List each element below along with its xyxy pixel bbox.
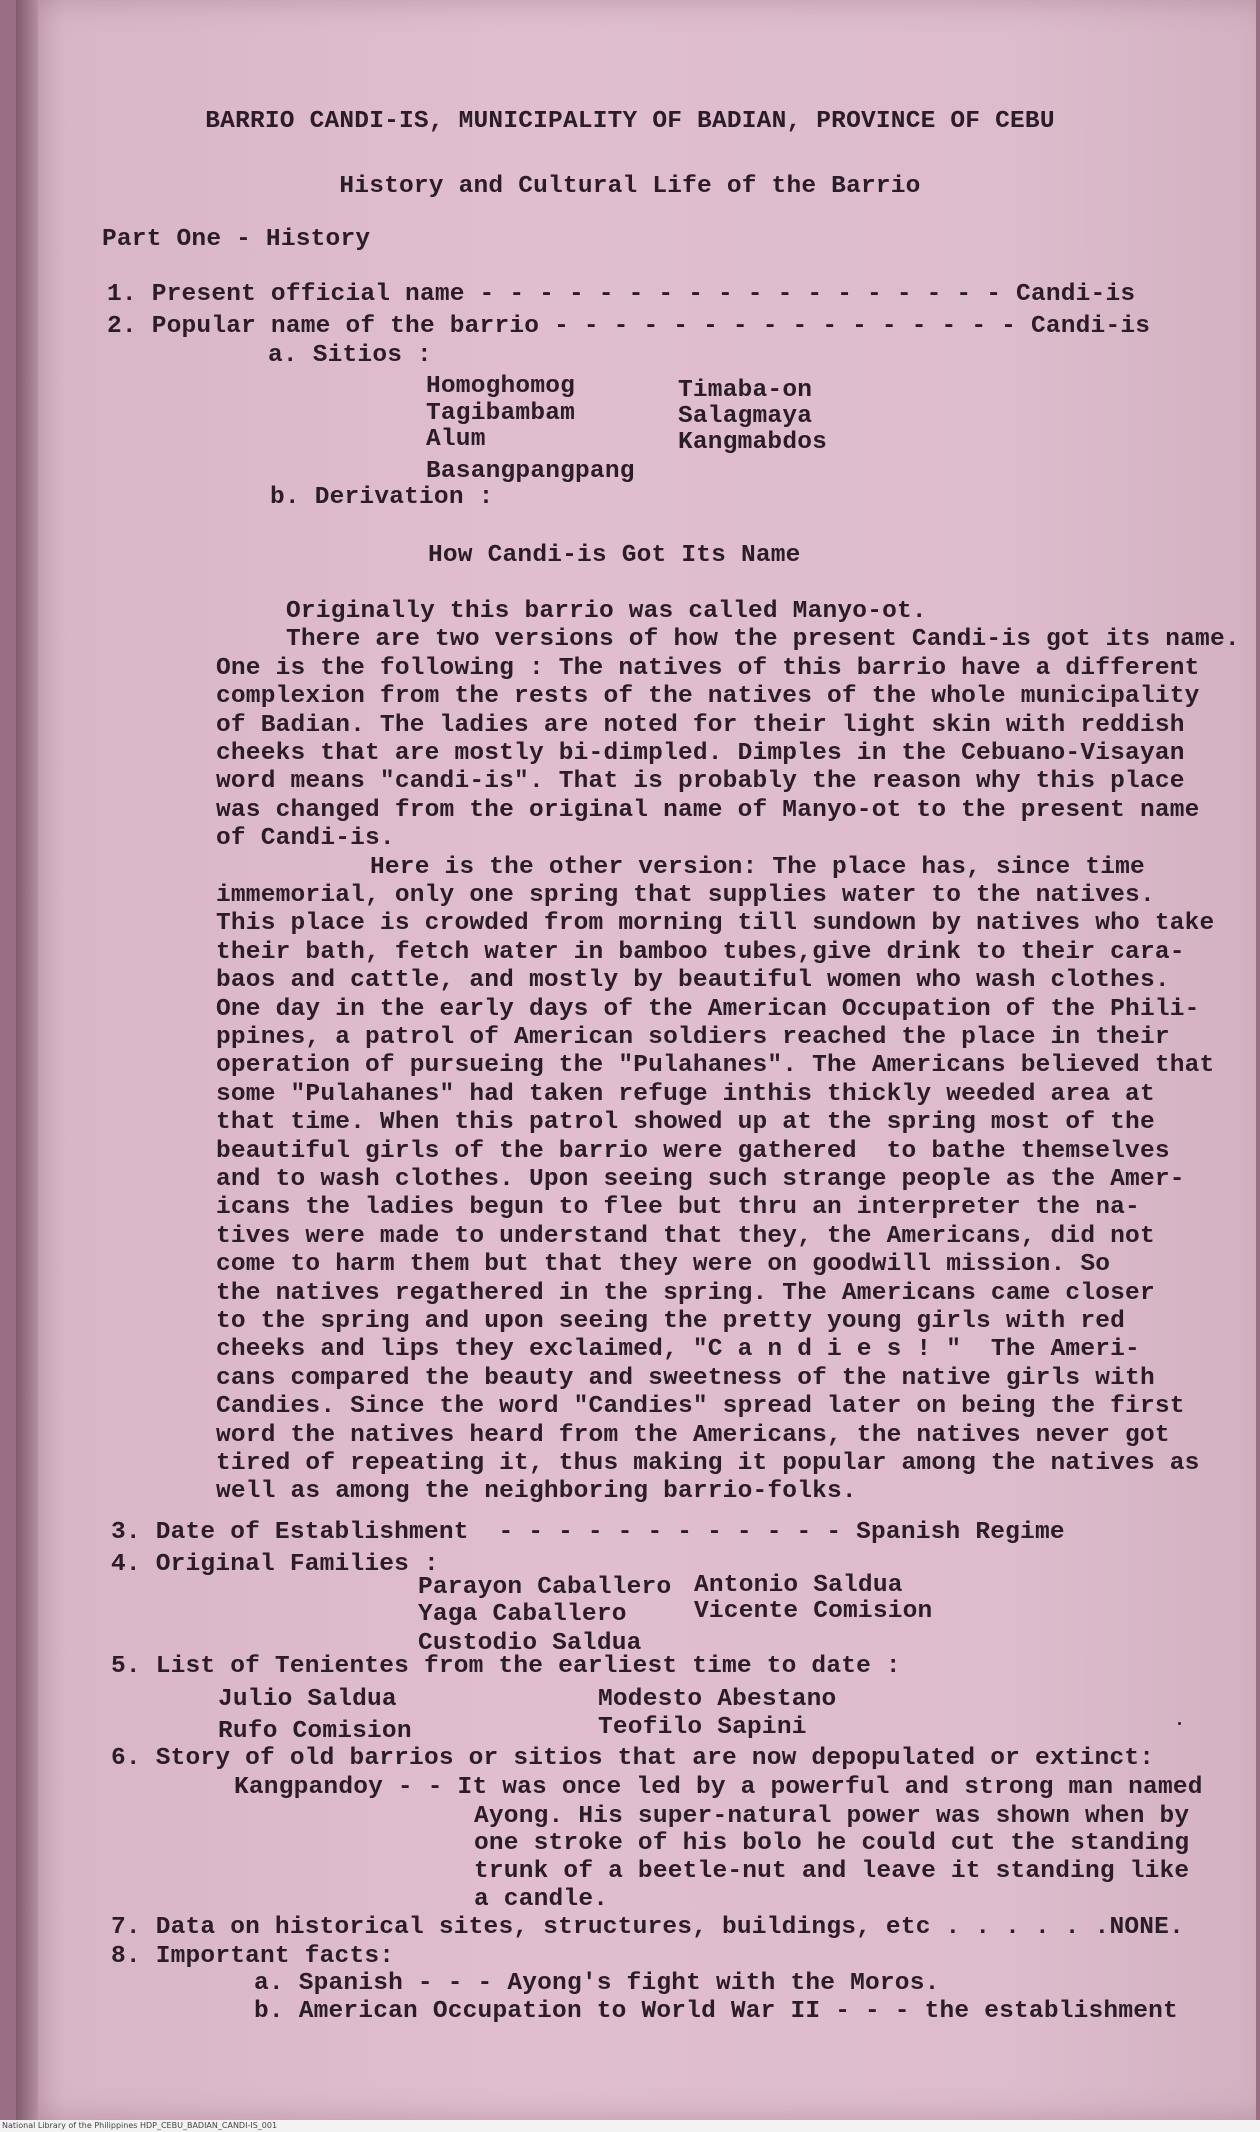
important-facts-label: 8. Important facts: xyxy=(111,1943,395,1970)
story-line: beautiful girls of the barrio were gathered to bathe themselves xyxy=(216,1137,1170,1165)
old-barrio-line: Ayong. His super-natural power was shown when by xyxy=(474,1803,1190,1830)
item-popular-name: 2. Popular name of the barrio - - - - - - - - - - - - - - - - Candi-is xyxy=(107,313,1151,340)
item-historical-sites: 7. Data on historical sites, structures, buildings, etc . . . . . .NONE. xyxy=(111,1914,1184,1941)
document-subtitle: History and Cultural Life of the Barrio xyxy=(339,173,921,200)
document-title: BARRIO CANDI-IS, MUNICIPALITY OF BADIAN, PROVINCE OF CEBU xyxy=(205,108,1055,135)
story-line: Candies. Since the word "Candies" spread later on being the first xyxy=(216,1393,1185,1421)
item-official-name: 1. Present official name - - - - - - - - - - - - - - - - - - Candi-is xyxy=(107,281,1136,308)
sitio-name: Salagmaya xyxy=(678,403,813,430)
fact-b: b. American Occupation to World War II - - - the establishment xyxy=(254,1998,1178,2025)
story-line: the natives regathered in the spring. The Americans came closer xyxy=(216,1279,1155,1307)
family-name: Antonio Saldua xyxy=(694,1572,903,1599)
item-establishment: 3. Date of Establishment - - - - - - - - - - - - Spanish Regime xyxy=(111,1519,1065,1546)
story-line: to the spring and upon seeing the pretty young girls with red xyxy=(216,1308,1126,1335)
part-heading: Part One - History xyxy=(102,226,371,253)
story-line: cans compared the beauty and sweetness of the native girls with xyxy=(216,1364,1155,1392)
story-line: icans the ladies begun to flee but thru an interpreter the na- xyxy=(216,1194,1140,1222)
story-line: cheeks and lips they exclaimed, "C a n d i e s ! " The Ameri- xyxy=(216,1336,1140,1364)
story-line: complexion from the rests of the natives of the whole municipality xyxy=(216,683,1200,711)
story-line: come to harm them but that they were on goodwill mission. So xyxy=(216,1251,1111,1279)
story-line: immemorial, only one spring that supplies water to the natives. xyxy=(216,882,1155,909)
sitio-name: Basangpangpang xyxy=(426,458,635,485)
archive-footer: National Library of the Philippines HDP_CEBU_BADIAN_CANDI-IS_001 xyxy=(0,2120,1260,2132)
story-line: of Badian. The ladies are noted for their light skin with reddish xyxy=(216,711,1185,739)
story-line: well as among the neighboring barrio-folks. xyxy=(216,1478,857,1506)
sitio-name: Tagibambam xyxy=(426,400,576,427)
family-name: Parayon Caballero xyxy=(418,1574,672,1601)
story-line: tives were made to understand that they, the Americans, did not xyxy=(216,1222,1155,1250)
story-line: baos and cattle, and mostly by beautiful women who wash clothes. xyxy=(216,967,1170,995)
story-line: Here is the other version: The place has, since time xyxy=(370,853,1145,881)
story-line: was changed from the original name of Manyo-ot to the present name xyxy=(216,796,1200,824)
story-line: operation of pursueing the "Pulahanes". The Americans believed that xyxy=(216,1052,1215,1080)
story-line: There are two versions of how the present Candi-is got its name. xyxy=(286,626,1240,654)
old-barrio-first-line: Kangpandoy - - It was once led by a powerful and strong man named xyxy=(234,1774,1203,1801)
sitios-label: a. Sitios : xyxy=(268,342,432,369)
story-line: some "Pulahanes" had taken refuge inthis thickly weeded area at xyxy=(216,1080,1155,1108)
story-line: word the natives heard from the Americans, the natives never got xyxy=(216,1421,1170,1449)
sitio-name: Homoghomog xyxy=(426,373,576,400)
story-heading: How Candi-is Got Its Name xyxy=(428,542,801,569)
families-label: 4. Original Families : xyxy=(111,1551,439,1578)
story-line: tired of repeating it, thus making it popular among the natives as xyxy=(216,1450,1200,1477)
story-line: that time. When this patrol showed up at the spring most of the xyxy=(216,1109,1155,1137)
teniente-name: Rufo Comision xyxy=(218,1718,412,1745)
sitio-name: Timaba-on xyxy=(678,377,813,404)
teniente-name: Modesto Abestano xyxy=(598,1686,837,1713)
story-line: One is the following : The natives of this barrio have a different xyxy=(216,654,1200,682)
story-line: ppines, a patrol of American soldiers reached the place in their xyxy=(216,1024,1170,1051)
old-barrio-line: trunk of a beetle-nut and leave it standing like xyxy=(474,1858,1190,1885)
stray-mark xyxy=(1178,1722,1181,1725)
story-line: Originally this barrio was called Manyo-ot. xyxy=(286,598,927,625)
story-line: of Candi-is. xyxy=(216,825,395,853)
story-line: One day in the early days of the American Occupation of the Phili- xyxy=(216,995,1200,1023)
story-line: their bath, fetch water in bamboo tubes,give drink to their cara- xyxy=(216,938,1185,966)
family-name: Vicente Comision xyxy=(694,1598,933,1625)
teniente-name: Teofilo Sapini xyxy=(598,1714,807,1741)
story-line: and to wash clothes. Upon seeing such strange people as the Amer- xyxy=(216,1166,1185,1193)
family-name: Custodio Saldua xyxy=(418,1630,642,1657)
story-line: word means "candi-is". That is probably the reason why this place xyxy=(216,768,1185,796)
old-barrios-label: 6. Story of old barrios or sitios that are now depopulated or extinct: xyxy=(111,1745,1155,1772)
story-line: This place is crowded from morning till sundown by natives who take xyxy=(216,910,1215,938)
story-line: cheeks that are mostly bi-dimpled. Dimples in the Cebuano-Visayan xyxy=(216,740,1185,767)
family-name: Yaga Caballero xyxy=(418,1601,627,1628)
tenientes-label: 5. List of Tenientes from the earliest time to date : xyxy=(111,1653,901,1680)
sitio-name: Alum xyxy=(426,426,486,453)
page-fold-edge xyxy=(16,0,38,2120)
old-barrio-line: a candle. xyxy=(474,1886,609,1913)
fact-a: a. Spanish - - - Ayong's fight with the Moros. xyxy=(254,1970,940,1997)
old-barrio-line: one stroke of his bolo he could cut the standing xyxy=(474,1830,1190,1857)
derivation-label: b. Derivation : xyxy=(270,484,494,511)
teniente-name: Julio Saldua xyxy=(218,1686,397,1713)
sitio-name: Kangmabdos xyxy=(678,429,828,456)
